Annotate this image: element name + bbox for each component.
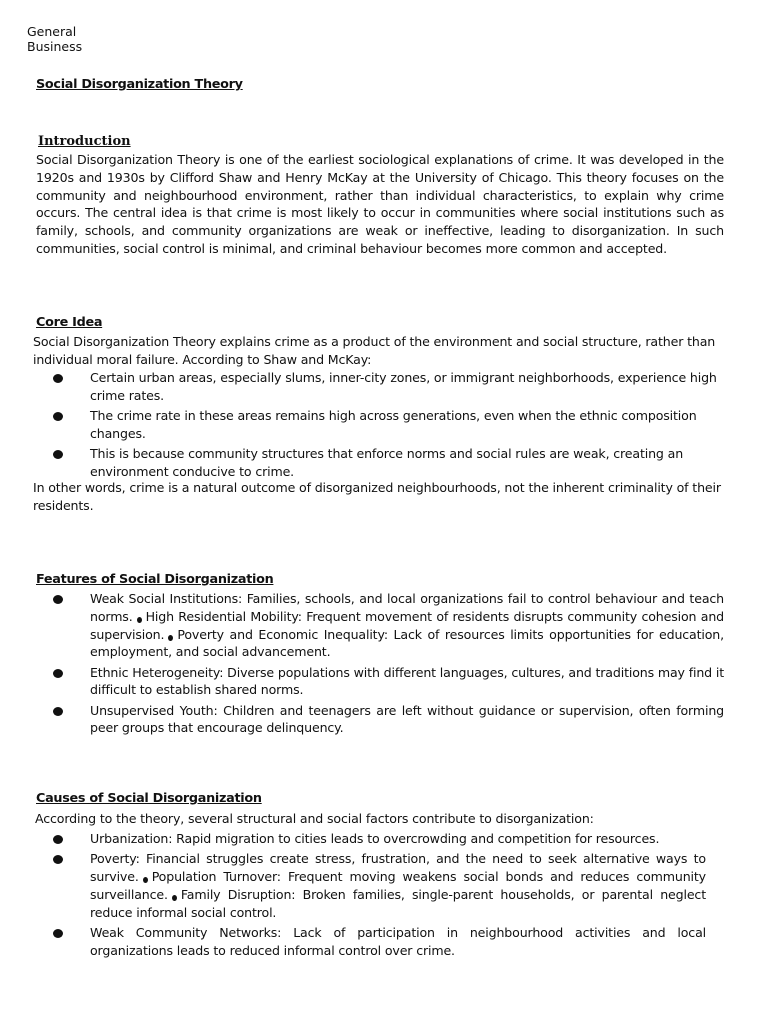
features-list — [33, 590, 724, 740]
features-heading: Features of Social Disorganization — [36, 572, 274, 587]
bullet-icon — [53, 855, 63, 864]
list-item — [33, 702, 724, 738]
core-idea-conclusion: In other words, crime is a natural outcome of disorganized neighbourhoods, not the inherent criminality of their residents. — [33, 480, 721, 513]
list-item — [33, 850, 706, 921]
list-item-text: Weak Social Institutions: Families, schools, and local organizations fail to control behaviour and teach norms. — [90, 591, 724, 624]
list-item-text: Family Disruption: Broken families, single-parent households, or parental neglect reduce informal social control. — [90, 886, 706, 920]
bullet-icon — [53, 835, 63, 844]
list-item-text: Urbanization: Rapid migration to cities leads to overcrowding and competition for resources. — [90, 831, 660, 846]
core-idea-intro: Social Disorganization Theory explains crime as a product of the environment and social structure, rather than individual moral failure. According to Shaw and McKay: — [33, 334, 716, 367]
list-item-text: Poverty: Financial struggles create stress, frustration, and the need to seek alternative ways to survive. — [90, 851, 706, 884]
list-item-text: Certain urban areas, especially slums, inner-city zones, or immigrant neighborhoods, experience high crime rates. — [90, 370, 717, 403]
list-item-text: Ethnic Heterogeneity: Diverse populations with different languages, cultures, and traditions may find it difficult to establish shared norms. — [90, 664, 724, 698]
inline-bullet-icon — [137, 617, 142, 623]
list-item — [33, 924, 706, 960]
introduction-paragraph: Social Disorganization Theory is one of the earliest sociological explanations of crime. It was developed in the 1920s and 1930s by Clifford Shaw and Henry McKay at the University of Chicago. This theory focuses on the community and neighbourhood environment, rather than individual characteristics, to explain why crime occurs. The central idea is that crime is most likely to occur in communities where social institutions such as family, schools, and community organizations are weak or ineffective, leading to disorganization. In such communities, social control is minimal, and criminal behaviour becomes more common and accepted. — [36, 152, 724, 256]
bullet-icon — [53, 450, 63, 459]
bullet-icon — [53, 707, 63, 716]
list-item-text: Weak Community Networks: Lack of participation in neighbourhood activities and local organizations leads to reduced informal control over crime. — [90, 924, 706, 958]
causes-heading: Causes of Social Disorganization — [36, 791, 262, 806]
header-line-2: Business — [27, 39, 83, 54]
list-item-text: Poverty and Economic Inequality: Lack of resources limits opportunities for education, employment, and social advancement. — [90, 626, 724, 660]
introduction-heading: Introduction — [38, 134, 131, 149]
list-item-text: This is because community structures that enforce norms and social rules are weak, creating an environment conducive to crime. — [90, 445, 684, 479]
page-header — [27, 24, 82, 54]
list-item — [33, 445, 721, 481]
list-item-text: Unsupervised Youth: Children and teenagers are left without guidance or supervision, often forming peer groups that encourage delinquency. — [90, 702, 724, 736]
inline-bullet-icon — [143, 877, 148, 883]
inline-bullet-icon — [168, 635, 173, 641]
list-item — [33, 830, 706, 848]
core-idea-list — [33, 369, 721, 483]
list-item — [33, 369, 721, 405]
bullet-icon — [53, 374, 63, 383]
causes-intro: According to the theory, several structural and social factors contribute to disorganization: — [35, 811, 594, 826]
bullet-icon — [53, 929, 63, 938]
list-item — [33, 407, 721, 443]
header-line-1: General — [27, 24, 77, 39]
causes-list — [33, 830, 706, 962]
bullet-icon — [53, 669, 63, 678]
list-item — [33, 590, 724, 661]
list-item-text: Population Turnover: Frequent moving weakens social bonds and reduces community surveillance. — [90, 868, 706, 902]
list-item-text: High Residential Mobility: Frequent movement of residents disrupts community cohesion and supervision. — [90, 608, 724, 642]
inline-bullet-icon — [172, 895, 177, 901]
bullet-icon — [53, 412, 63, 421]
list-item-text: The crime rate in these areas remains high across generations, even when the ethnic composition changes. — [90, 407, 697, 441]
list-item — [33, 664, 724, 700]
document-title: Social Disorganization Theory — [36, 77, 243, 92]
core-idea-heading: Core Idea — [36, 315, 103, 330]
bullet-icon — [53, 595, 63, 604]
